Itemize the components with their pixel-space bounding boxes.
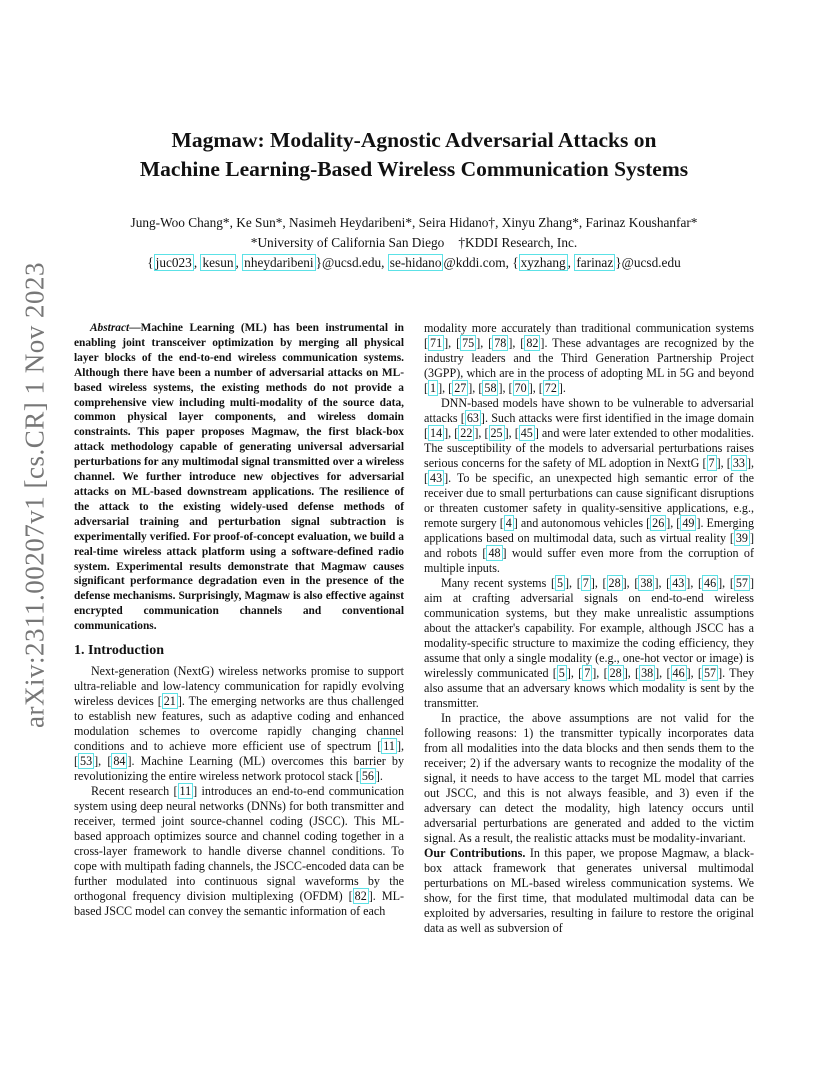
citation-link[interactable]: 57 [703,666,717,680]
citation-link[interactable]: 46 [672,666,685,680]
citation-link[interactable]: 7 [584,666,591,680]
abstract-text: —Machine Learning (ML) has been instrumental in enabling joint transceiver optimization by merging all physical layer blocks of the end-to-end wireless communication systems. Although there have been a number of adversarial attacks on ML-based wireless systems, the existing methods do not provide a comprehensive view including multi-modality of the source data, common physical layer components, and wireless domain constraints. This paper proposes Magmaw, the first black-box attack methodology capable of generating universal adversarial perturbations for any multimodal signal transmitted over a wireless channel. We further introduce new objectives for adversarial attacks on ML-based downstream applications. The resilience of the attack to the existing widely-used defense methods of adversarial training and perturbation signal subtraction is experimentally verified. For proof-of-concept evaluation, we build a real-time wireless attack platform using a software-defined radio system. Experimental results demonstrate that Magmaw causes significant performance degradation even in the presence of the defense mechanisms. Surprisingly, Magmaw is also effective against encrypted communication channels and conventional communications. [74,322,404,633]
citation-link[interactable]: 28 [609,666,622,680]
citation-link[interactable]: 63 [466,411,479,425]
citation-link[interactable]: 5 [556,576,564,590]
citation-link[interactable]: 70 [514,381,527,395]
affiliation-ucsd: *University of California San Diego [250,235,445,250]
citation-link[interactable]: 43 [430,471,443,485]
citation-link[interactable]: 21 [163,694,176,709]
citation-link[interactable]: 48 [488,546,501,560]
citation-link[interactable]: 22 [460,426,473,440]
right-paragraph-4: In practice, the above assumptions are not valid for the following reasons: 1) the transmitter typically incorporates data from all modalities into the data blocks and then sends them to the receiver; 2) if the adversary wants to recognize the modality of the signal, it needs to have access to the target ML model that carries out JSCC, and this is not always feasible, and 3) even if the adversary can detect the modality, high latency occurs until adversarial perturbations are generated and added to the victim signal. As a result, the realistic attacks must be modality-invariant. [424,711,754,845]
citation-link[interactable]: 78 [494,336,507,350]
citation-link[interactable]: 45 [520,426,533,440]
email-domain-ucsd: }@ucsd.edu, [315,255,388,270]
email-link-se-hidano[interactable]: se-hidano [389,255,442,270]
citation-link[interactable]: 72 [544,381,557,395]
intro-paragraph-2: Recent research [ 11 ] introduces an end-to-end communication system using deep neural networks (DNNs) for both transmitter and receiver, termed joint source-channel coding (JSCC). This ML-based approach optimizes source and channel coding together in a cross-layer framework to handle diverse channel conditions. To cope with multipath fading channels, the JSCC-encoded data can be further modulated into continuous signal waveforms by the orthogonal frequency division multiplexing (OFDM) [ 82 ]. ML-based JSCC model can convey the semantic information of each [74,784,404,919]
citation-link[interactable]: 7 [582,576,589,590]
affiliations [40,233,788,253]
arxiv-id: arXiv:2311.00207v1 [cs.CR] 1 Nov 2023 [19,262,50,728]
citation-link[interactable]: 25 [490,426,503,440]
citation-link[interactable]: 53 [80,754,93,769]
email-domain-ucsd-2: }@ucsd.edu [615,255,681,270]
right-paragraph-contributions: Our Contributions. In this paper, we propose Magmaw, a black-box attack framework that generates universal multimodal perturbations on ML-based wireless communication systems. We show, for the first time, that modulated multimodal data can be exploited by adversaries, resulting in failure to restore the original data as well as subversion of [424,846,754,935]
citation-link[interactable]: 46 [704,576,717,590]
email-brace: { [147,255,154,270]
citation-link[interactable]: 75 [462,336,475,350]
abstract-label: Abstract [89,322,130,334]
citation-link[interactable]: 49 [682,516,695,530]
citation-link[interactable]: 1 [430,381,437,395]
citation-link[interactable]: 82 [354,889,367,904]
author-names: Jung-Woo Chang*, Ke Sun*, Nasimeh Heydaribeni*, Seira Hidano†, Xinyu Zhang*, Farinaz Koushanfar* [130,215,698,230]
citation-link[interactable]: 26 [652,516,665,530]
section-heading-introduction: 1. Introduction [74,643,164,659]
citation-link[interactable]: 84 [113,754,126,769]
citation-link[interactable]: 27 [454,381,467,395]
email-link-farinaz[interactable]: farinaz [576,255,614,270]
intro-paragraph-1: Next-generation (NextG) wireless networks promise to support ultra-reliable and low-latency communication for rapidly evolving wireless devices [ 21 ]. The emerging networks are thus challenged to establish new features, such as adaptive coding and enhanced modulation schemes to overcome rapidly changing channel conditions and to achieve more efficient use of spectrum [ 11 ], [ 53 ], [ 84 ]. Machine Learning (ML) overcomes this barrier by revolutionizing the entire wireless network protocol stack [ 56 ]. [74,664,404,784]
citation-link[interactable]: 38 [641,666,654,680]
paper-title [60,126,768,184]
citation-link[interactable]: 38 [640,576,653,590]
email-link-nheydaribeni[interactable]: nheydaribeni [244,255,314,270]
title-line-1: Magmaw: Modality-Agnostic Adversarial Attacks on [171,128,657,152]
email-link-kesun[interactable]: kesun [202,255,234,270]
citation-link[interactable]: 82 [526,336,539,350]
abstract [74,321,404,634]
citation-link[interactable]: 5 [558,666,565,680]
title-line-2: Machine Learning-Based Wireless Communication Systems [139,157,689,181]
citation-link[interactable]: 11 [179,784,192,799]
right-paragraph-1: modality more accurately than traditional communication systems [ 71 ], [ 75 ], [ 78 ], [ 82 ]. These advantages are recognized by the industry leaders and the Third Generation Partnership Project (3GPP), which are in the process of adopting ML in 5G and beyond [ 1 ], [ 27 ], [ 58 ], [ 70 ], [ 72 ]. [424,321,754,395]
citation-link[interactable]: 7 [708,456,715,470]
author-block [40,213,788,273]
citation-link[interactable]: 4 [505,516,512,530]
contributions-label: Our Contributions. [424,846,526,860]
right-paragraph-3: Many recent systems [ 5 ], [ 7 ], [ 28 ], [ 38 ], [ 43 ], [ 46 ], [ 57 ] aim at crafting adversarial signals on end-to-end wireless communication systems, but they make unrealistic assumptions about the attacker's capability. For example, although JSCC has a modality-specific structure to maximize the coding efficiency, they assume that only a single modality (e.g., one-hot vector or image) is wirelessly communicated [ 5 ], [ 7 ], [ 28 ], [ 38 ], [ 46 ], [ 57 ]. They also assume that an adversary knows which modality is sent by the transmitter. [424,576,755,710]
right-column [424,321,754,936]
email-domain-kddi: @kddi.com, { [443,255,519,270]
citation-link[interactable]: 28 [608,576,621,590]
citation-link[interactable]: 56 [361,769,374,784]
right-paragraph-2: DNN-based models have shown to be vulnerable to adversarial attacks [ 63 ]. Such attacks were first identified in the image domain [ 14 ], [ 22 ], [ 25 ], [ 45 ] and were later extended to other modalities. The susceptibility of the models to adversarial perturbations raises serious concerns for the safety of ML adoption in NextG [ 7 ], [ 33 ], [ 43 ]. To be specific, an unexpected high semantic error of the receiver due to small perturbations can cause significant disruptions or threaten customer safety in quality-sensitive applications, e.g., remote surgery [ 4 ] and autonomous vehicles [ 26 ], [ 49 ]. Emerging applications based on multimodal data, such as virtual reality [ 39 ] and robots [ 48 ] would suffer even more from the corruption of multiple inputs. [424,396,754,575]
citation-link[interactable]: 43 [672,576,685,590]
left-column [74,321,404,919]
citation-link[interactable]: 57 [735,576,748,590]
citation-link[interactable]: 58 [484,381,497,395]
author-emails: { juc023 , kesun , nheydaribeni }@ucsd.edu, se-hidano @kddi.com, { xyzhang , farinaz }@ucsd.edu [147,255,681,270]
email-link-juc023[interactable]: juc023 [155,255,192,270]
email-link-xyzhang[interactable]: xyzhang [520,255,566,270]
citation-link[interactable]: 14 [430,426,443,440]
citation-link[interactable]: 33 [732,456,745,470]
citation-link[interactable]: 71 [430,336,443,350]
arxiv-sidebar-stamp [10,262,60,728]
citation-link[interactable]: 11 [383,739,395,754]
citation-link[interactable]: 39 [735,531,748,545]
affiliation-kddi: †KDDI Research, Inc. [458,235,578,250]
